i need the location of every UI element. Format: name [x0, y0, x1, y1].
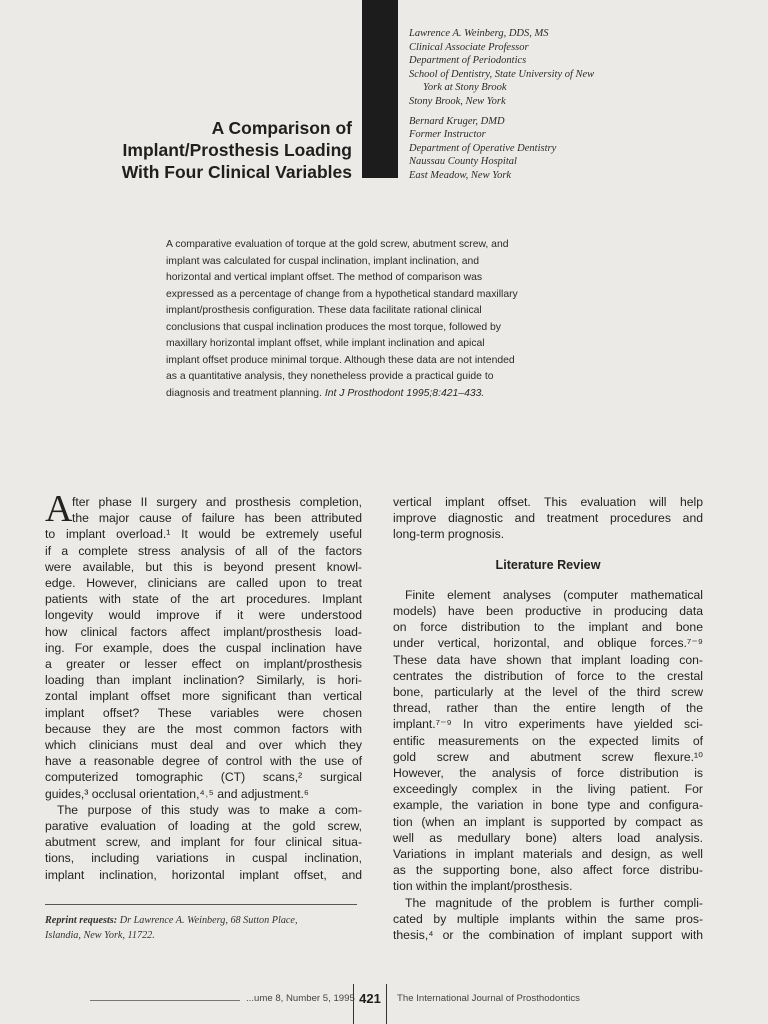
- body-line: zontal implant offset more significant than vertical: [45, 689, 362, 704]
- body-line: were available, but this is beyond present knowl-: [45, 559, 362, 574]
- body-line: edge. However, clinicians are called upon to treat: [45, 576, 362, 591]
- body-line: how clinical factors affect implant/prosthesis load-: [45, 624, 362, 639]
- body-line: Finite element analyses (computer mathematical: [405, 587, 703, 602]
- title-line: Implant/Prosthesis Loading: [122, 140, 352, 160]
- abstract-line: conclusions that cuspal inclination produces the most torque, followed by: [166, 321, 502, 333]
- body-line: on force distribution to the implant and bone: [393, 620, 703, 635]
- page-number-box: [353, 984, 387, 1024]
- body-line: thread, rather than the entire length of the: [393, 701, 703, 716]
- author-line: York at Stony Brook: [423, 82, 507, 94]
- body-line: implant.⁷⁻⁹ In vitro experiments have yielded sci-: [393, 717, 703, 732]
- body-line: to implant overload.¹ It would be extremely useful: [45, 527, 362, 542]
- body-line: well as medullary bone) alters load analysis.: [393, 830, 703, 845]
- abstract-line: expressed as a percentage of change from a hypothetical standard maxillary: [166, 288, 518, 300]
- body-line: implant inclination, horizontal implant offset, and: [45, 867, 362, 882]
- author-affiliations: [409, 27, 759, 189]
- body-line: which clinicians must deal and over which they: [45, 738, 362, 753]
- footnote-divider: [45, 904, 357, 905]
- drop-cap: A: [45, 488, 73, 530]
- body-line: ing. For example, does the cuspal inclination have: [45, 640, 362, 655]
- article-title: [70, 117, 352, 183]
- footnote-line: [45, 913, 365, 928]
- body-line: computerized tomographic (CT) scans,² surgical: [45, 770, 362, 785]
- abstract-line: implant offset produce minimal torque. Although these data are not intended: [166, 354, 515, 366]
- body-line: thesis,⁴ or the combination of implant support with: [393, 928, 703, 943]
- body-line: improve diagnostic and treatment procedures and: [393, 511, 703, 526]
- abstract-line: maxillary horizontal implant offset, while implant inclination and apical: [166, 338, 485, 349]
- author-line: East Meadow, New York: [409, 169, 512, 181]
- body-line: These data have shown that implant loading con-: [393, 652, 703, 667]
- body-line: gold screw and abutment screw flexure.¹⁰: [393, 749, 703, 764]
- body-line: entific measurements on the expected limits of: [393, 733, 703, 748]
- title-line: With Four Clinical Variables: [121, 162, 352, 182]
- abstract-citation: Int J Prosthodont 1995;8:421–433.: [324, 387, 485, 399]
- body-line: fter phase II surgery and prosthesis completion,: [72, 495, 362, 509]
- abstract: [166, 237, 586, 402]
- body-line: under vertical, horizontal, and oblique forces.⁷⁻⁹: [393, 636, 703, 651]
- author-line: School of Dentistry, State University of New: [409, 68, 595, 80]
- body-line: The magnitude of the problem is further compli-: [405, 895, 703, 910]
- author-block-weinberg: [409, 27, 759, 109]
- footer-divider: [90, 1000, 240, 1001]
- section-heading: Literature Review: [495, 557, 601, 572]
- footnote-label: Reprint requests:: [45, 915, 118, 926]
- page-number: 421: [359, 991, 381, 1006]
- body-column-left: [45, 488, 362, 883]
- body-line: bone, particularly at the level of the third screw: [393, 685, 703, 700]
- author-block-kruger: [409, 115, 759, 183]
- reprint-footnote: [45, 913, 365, 943]
- footnote-text: Dr Lawrence A. Weinberg, 68 Sutton Place,: [119, 915, 298, 926]
- body-line: However, the analysis of force distribution is: [393, 766, 703, 781]
- author-line: Former Instructor: [409, 129, 486, 141]
- abstract-line: A comparative evaluation of torque at the gold screw, abutment screw, and: [166, 239, 509, 250]
- body-line: Variations in implant materials and design, as well: [393, 847, 703, 862]
- body-line: centrates the distribution of force to the crestal: [393, 668, 703, 683]
- body-line: The purpose of this study was to make a com-: [57, 802, 362, 817]
- decorative-bar: [362, 0, 398, 178]
- author-line: Department of Operative Dentistry: [409, 142, 557, 154]
- body-line: tion (when an implant is supported by compact as: [393, 814, 703, 829]
- footer-journal: The International Journal of Prosthodontics: [397, 993, 580, 1004]
- body-line: abutment screw, and implant for four clinical situa-: [45, 835, 362, 850]
- abstract-text: diagnosis and treatment planning.: [166, 387, 322, 399]
- abstract-line: implant/prosthesis configuration. These data facilitate rational clinical: [166, 305, 482, 316]
- body-line: example, the variation in bone type and configura-: [393, 798, 703, 813]
- abstract-line: as a quantitative analysis, they nonetheless provide a practical guide to: [166, 371, 494, 382]
- author-line: Department of Periodontics: [409, 55, 527, 67]
- body-line: because they are the most common factors with: [45, 721, 362, 736]
- body-line: a greater or lesser effect on implant/prosthesis: [45, 657, 362, 672]
- body-line: parative evaluation of loading at the gold screw,: [45, 819, 362, 834]
- body-line: long-term prognosis.: [393, 527, 505, 542]
- opening-paragraph: [45, 488, 362, 530]
- body-line: if a complete stress analysis of all of the factors: [45, 543, 362, 558]
- body-line: have a reasonable degree of control with the use of: [45, 754, 362, 769]
- body-line: the major cause of failure has been attributed: [72, 511, 362, 526]
- title-line: A Comparison of: [211, 118, 352, 138]
- abstract-line: implant was calculated for cuspal inclination, implant inclination, and: [166, 255, 480, 267]
- body-line: models) have been productive in producing data: [393, 604, 703, 619]
- body-line: patients with state of the art procedures. Implant: [45, 592, 362, 607]
- body-line: tion within the implant/prosthesis.: [393, 879, 573, 894]
- body-line: longevity would improve if it were understood: [45, 608, 362, 623]
- author-line: Bernard Kruger, DMD: [409, 115, 505, 127]
- author-line: Lawrence A. Weinberg, DDS, MS: [409, 28, 549, 39]
- footer-volume: ...ume 8, Number 5, 1995: [246, 993, 355, 1004]
- body-line: exceedingly complex in the living patient. For: [393, 782, 703, 797]
- abstract-line-final: [166, 386, 586, 403]
- body-line: guides,³ occlusal orientation,⁴˒⁵ and adjustment.⁶: [45, 786, 309, 801]
- footnote-line: Islandia, New York, 11722.: [45, 930, 155, 941]
- body-line: implant offset? These variables were chosen: [45, 705, 362, 720]
- body-column-right: [393, 494, 703, 943]
- author-line: Naussau County Hospital: [409, 156, 517, 168]
- body-line: cated by multiple implants within the same pros-: [393, 911, 703, 926]
- body-line: as the supporting bone, also affect force distribu-: [393, 863, 703, 878]
- body-line: tions, including variations in cuspal inclination,: [45, 851, 362, 866]
- body-line: vertical implant offset. This evaluation will help: [393, 495, 703, 509]
- author-line: Stony Brook, New York: [409, 95, 506, 107]
- body-line: loading than implant inclination? Similarly, is hori-: [45, 673, 362, 688]
- author-line: Clinical Associate Professor: [409, 41, 529, 53]
- abstract-line: horizontal and vertical implant offset. The method of comparison was: [166, 272, 483, 283]
